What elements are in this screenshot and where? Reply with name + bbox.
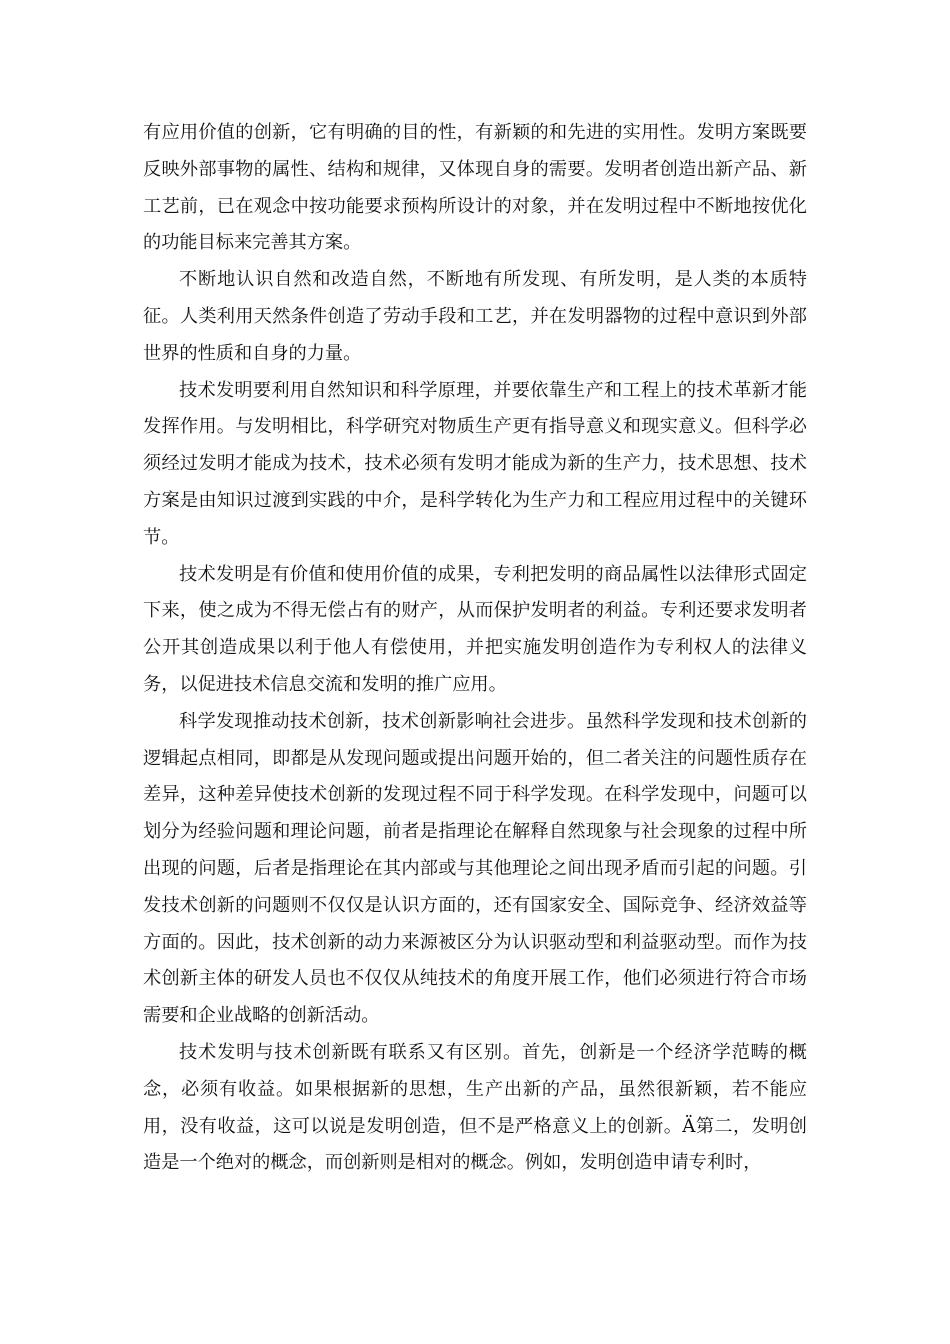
paragraph-1: 有应用价值的创新，它有明确的目的性，有新颖的和先进的实用性。发明方案既要反映外部事物的属性、结构和规律，又体现自身的需要。发明者创造出新产品、新工艺前，已在观念中按功能要求预构所设计的对象，并在发明过程中不断地按优化的功能目标来完善其方案。	[143, 122, 807, 254]
paragraph-5: 科学发现推动技术创新，技术创新影响社会进步。虽然科学发现和技术创新的逻辑起点相同，即都是从发现问题或提出问题开始的，但二者关注的问题性质存在差异，这种差异使技术创新的发现过程不同于科学发现。在科学发现中，问题可以划分为经验问题和理论问题，前者是指理论在解释自然现象与社会现象的过程中所出现的问题，后者是指理论在其内部或与其他理论之间出现矛盾而引起的问题。引发技术创新的问题则不仅仅是认识方面的，还有国家安全、国际竞争、经济效益等方面的。因此，技术创新的动力来源被区分为认识驱动型和利益驱动型。而作为技术创新主体的研发人员也不仅仅从纯技术的角度开展工作，他们必须进行符合市场需要和企业战略的创新活动。	[143, 710, 807, 1027]
paragraph-3: 技术发明要利用自然知识和科学原理，并要依靠生产和工程上的技术革新才能发挥作用。与发明相比，科学研究对物质生产更有指导意义和现实意义。但科学必须经过发明才能成为技术，技术必须有发明才能成为新的生产力，技术思想、技术方案是由知识过渡到实践的中介，是科学转化为生产力和工程应用过程中的关键环节。	[143, 379, 807, 548]
paragraph-4: 技术发明是有价值和使用价值的成果，专利把发明的商品属性以法律形式固定下来，使之成为不得无偿占有的财产，从而保护发明者的利益。专利还要求发明者公开其创造成果以利于他人有偿使用，并把实施发明创造作为专利权人的法律义务，以促进技术信息交流和发明的推广应用。	[143, 563, 807, 695]
paragraph-2: 不断地认识自然和改造自然，不断地有所发现、有所发明，是人类的本质特征。人类利用天然条件创造了劳动手段和工艺，并在发明器物的过程中意识到外部世界的性质和自身的力量。	[143, 269, 807, 364]
paragraph-6: 技术发明与技术创新既有联系又有区别。首先，创新是一个经济学范畴的概念，必须有收益。如果根据新的思想，生产出新的产品，虽然很新颖，若不能应用，没有收益，这可以说是发明创造，但不是严格意义上的创新。Ä第二，发明创造是一个绝对的概念，而创新则是相对的概念。例如，发明创造申请专利时，	[143, 1041, 807, 1174]
document-body	[143, 115, 807, 1182]
